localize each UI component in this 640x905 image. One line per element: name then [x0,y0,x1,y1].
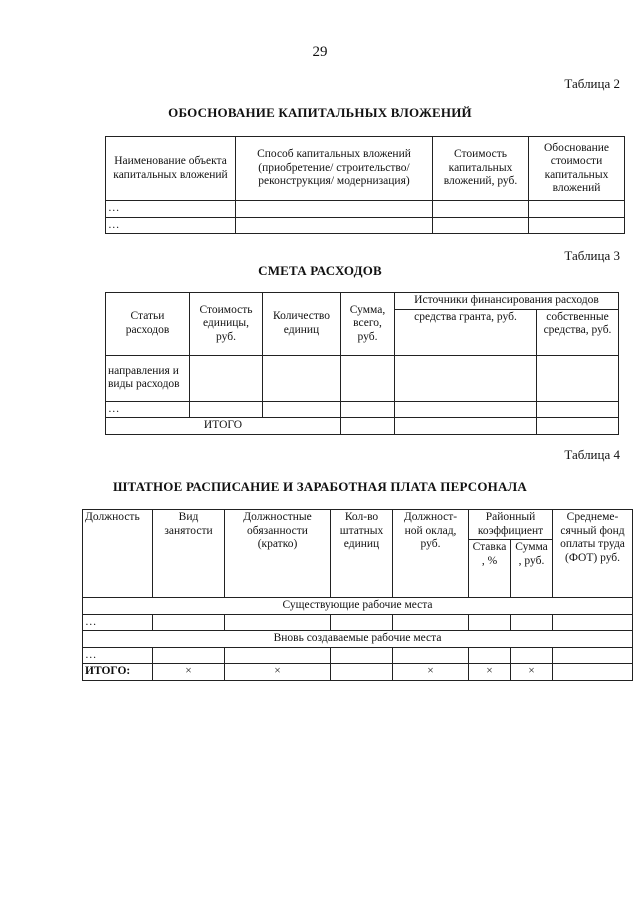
table3-header-grant: средства гранта, руб. [395,309,537,355]
table4-section-new: Вновь создаваемые рабочие места [83,631,633,648]
table3-header-unit-cost: Стоимость единицы, руб. [190,293,263,356]
table-cell [153,647,225,664]
table-cell [469,614,511,631]
table3-header-own: собственные средства, руб. [537,309,619,355]
table2-header-row [106,137,625,201]
table4-section-existing-row [83,598,633,615]
table-cell [190,401,263,418]
table-cell: … [83,647,153,664]
table4-total-row [83,664,633,681]
table3 [105,292,619,435]
table-cell: × [225,664,331,681]
table-cell [529,201,625,218]
table-cell [553,614,633,631]
table-row [106,201,625,218]
table-cell [511,614,553,631]
table2-header-cost: Стоимость капитальных вложений, руб. [433,137,529,201]
table-cell [236,217,433,234]
table4-section-new-row [83,631,633,648]
table3-label: Таблица 3 [564,248,620,263]
page-number: 29 [312,44,328,60]
table-cell [537,418,619,435]
table4-header-row [83,510,633,540]
table-cell [529,217,625,234]
table2-header-justification: Обоснование стоимости капитальных вложений [529,137,625,201]
table4-header-coefficient: Районный коэффициент [469,510,553,540]
table4-header-duties: Должностные обязанности (кратко) [225,510,331,598]
table4-header-salary: Должност-ной оклад, руб. [393,510,469,598]
table-row [83,614,633,631]
table-cell [469,647,511,664]
table4-total-label: ИТОГО: [83,664,153,681]
table-cell [341,355,395,401]
table-cell: … [106,217,236,234]
table4-header-employment: Вид занятости [153,510,225,598]
table-cell [537,355,619,401]
table-cell [341,401,395,418]
table-cell [553,647,633,664]
table4 [82,509,633,681]
table3-header-items: Статьи расходов [106,293,190,356]
table4-header-rate: Ставка , % [469,540,511,598]
table-row [106,401,619,418]
table-cell [341,418,395,435]
table-cell [331,614,393,631]
table-cell: × [469,664,511,681]
table3-header-row [106,293,619,310]
table3-total-row [106,418,619,435]
table3-header-quantity: Количество единиц [263,293,341,356]
table-cell: … [106,401,190,418]
table3-total-label: ИТОГО [106,418,341,435]
table-cell [553,664,633,681]
table3-header-sources: Источники финансирования расходов [395,293,619,310]
table-row [106,355,619,401]
table2-label: Таблица 2 [564,76,620,91]
table-cell [331,664,393,681]
table4-header-position: Должность [83,510,153,598]
table-row [106,217,625,234]
table-cell [433,217,529,234]
table-cell [236,201,433,218]
table4-header-amount: Сумма , руб. [511,540,553,598]
table-cell: × [511,664,553,681]
table2 [105,136,625,234]
table-row [83,647,633,664]
table4-header-fund: Среднеме-сячный фонд оплаты труда (ФОТ) руб. [553,510,633,598]
table-cell: … [83,614,153,631]
table-cell [331,647,393,664]
table-cell: … [106,201,236,218]
table-cell: × [393,664,469,681]
table4-title: ШТАТНОЕ РАСПИСАНИЕ И ЗАРАБОТНАЯ ПЛАТА ПЕРСОНАЛА [112,479,528,494]
table-cell [225,647,331,664]
table3-header-total: Сумма, всего, руб. [341,293,395,356]
table-cell: направления и виды расходов [106,355,190,401]
table3-title: СМЕТА РАСХОДОВ [258,263,382,278]
table-cell [225,614,331,631]
table4-section-existing: Существующие рабочие места [83,598,633,615]
table-cell [511,647,553,664]
table-cell [263,401,341,418]
table-cell [393,614,469,631]
table2-header-method: Способ капитальных вложений (приобретение/ строительство/реконструкция/ модернизация) [236,137,433,201]
table-cell [537,401,619,418]
table-cell: × [153,664,225,681]
table2-title: ОБОСНОВАНИЕ КАПИТАЛЬНЫХ ВЛОЖЕНИЙ [168,105,472,120]
table-cell [395,418,537,435]
table4-header-count: Кол-во штатных единиц [331,510,393,598]
table4-label: Таблица 4 [564,447,620,462]
table-cell [153,614,225,631]
table-cell [395,401,537,418]
table-cell [395,355,537,401]
table2-header-name: Наименование объекта капитальных вложений [106,137,236,201]
table-cell [433,201,529,218]
table-cell [190,355,263,401]
table-cell [393,647,469,664]
table-cell [263,355,341,401]
